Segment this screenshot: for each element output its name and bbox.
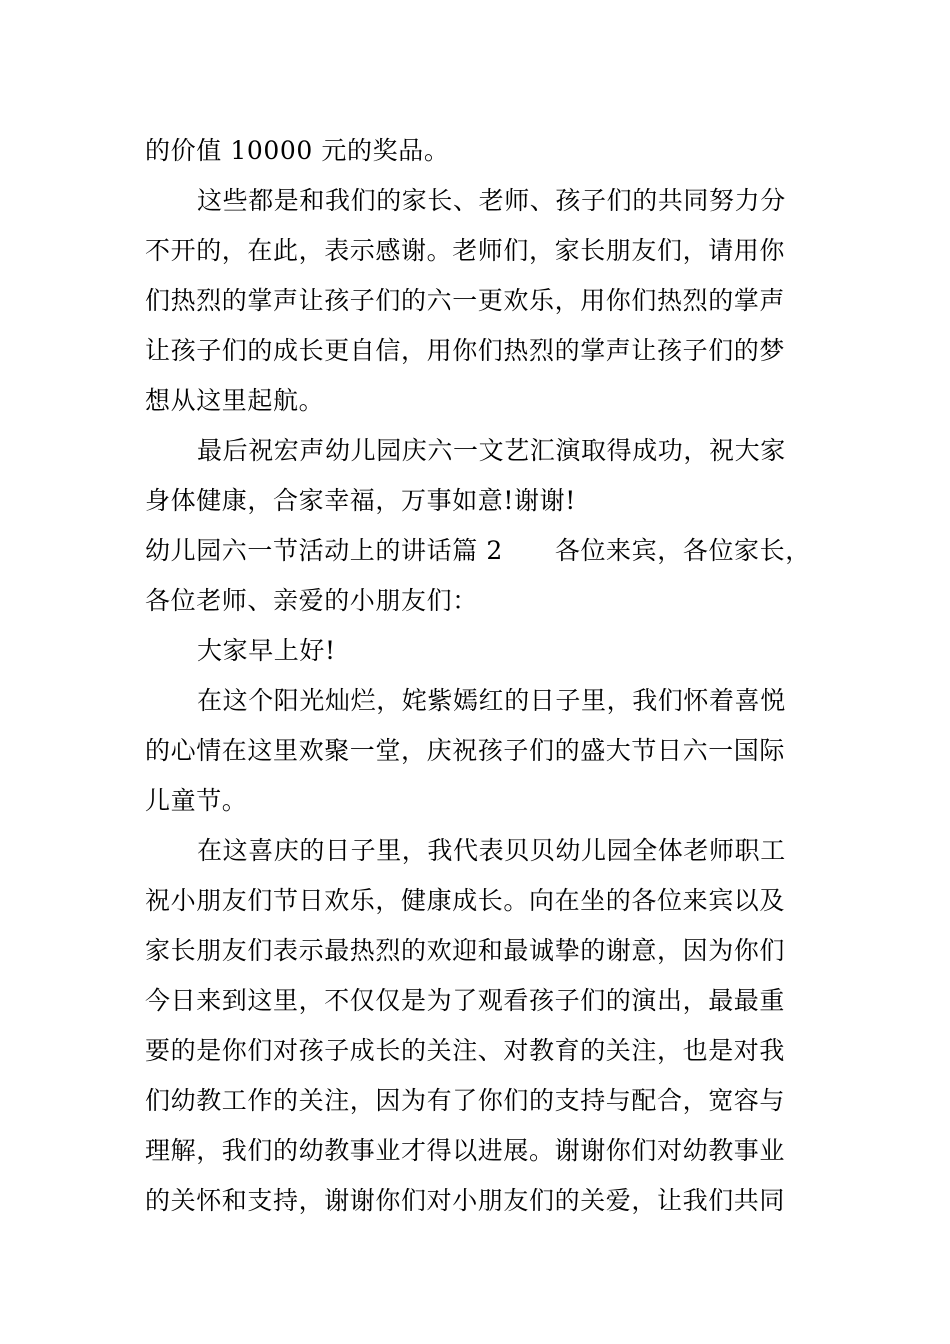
section-heading: 幼儿园六一节活动上的讲话篇 2 <box>145 536 503 565</box>
paragraph-start: 最后祝宏声幼儿园庆六一文艺汇演取得成功，祝大家 <box>197 436 786 465</box>
text-line: 身体健康，合家幸福，万事如意!谢谢! <box>145 486 576 515</box>
section-heading-line <box>145 536 811 566</box>
paragraph-start: 这些都是和我们的家长、老师、孩子们的共同努力分 <box>197 186 786 215</box>
paragraph-start: 在这喜庆的日子里，我代表贝贝幼儿园全体老师职工 <box>197 836 786 865</box>
text-line: 让孩子们的成长更自信，用你们热烈的掌声让孩子们的梦 <box>145 336 786 365</box>
text-line: 的价值 10000 元的奖品。 <box>145 136 450 165</box>
text-line: 要的是你们对孩子成长的关注、对教育的关注，也是对我 <box>145 1036 786 1065</box>
text-line: 理解，我们的幼教事业才得以进展。谢谢你们对幼教事业 <box>145 1136 786 1165</box>
text-line: 祝小朋友们节日欢乐，健康成长。向在坐的各位来宾以及 <box>145 886 786 915</box>
text-line: 的关怀和支持，谢谢你们对小朋友们的关爱，让我们共同 <box>145 1186 786 1215</box>
greeting: 大家早上好! <box>197 636 336 665</box>
salutation-start: 各位来宾，各位家长， <box>554 536 811 565</box>
text-line: 的心情在这里欢聚一堂，庆祝孩子们的盛大节日六一国际 <box>145 736 786 765</box>
text-line: 们幼教工作的关注，因为有了你们的支持与配合，宽容与 <box>145 1086 786 1115</box>
text-line: 儿童节。 <box>145 786 248 815</box>
text-line: 今日来到这里，不仅仅是为了观看孩子们的演出，最最重 <box>145 986 786 1015</box>
paragraph-start: 在这个阳光灿烂，姹紫嫣红的日子里，我们怀着喜悦 <box>197 686 786 715</box>
text-line: 家长朋友们表示最热烈的欢迎和最诚挚的谢意，因为你们 <box>145 936 786 965</box>
text-line: 各位老师、亲爱的小朋友们： <box>145 586 478 615</box>
text-line: 不开的，在此，表示感谢。老师们，家长朋友们，请用你 <box>145 236 786 265</box>
text-line: 们热烈的掌声让孩子们的六一更欢乐，用你们热烈的掌声 <box>145 286 786 315</box>
text-line: 想从这里起航。 <box>145 386 325 415</box>
